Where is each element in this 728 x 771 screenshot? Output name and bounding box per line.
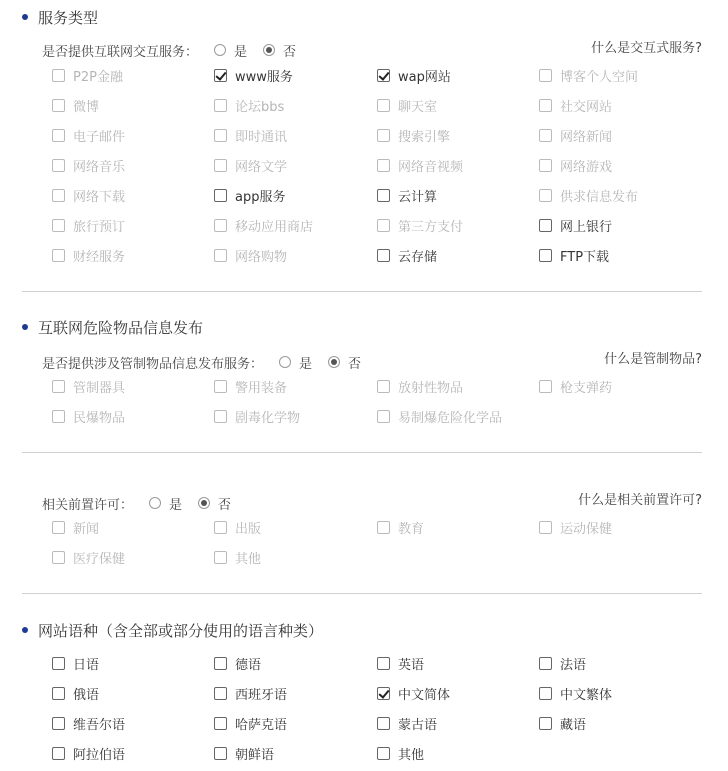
radio-label: 否 (283, 44, 297, 60)
checkbox-label: 英语 (398, 657, 425, 673)
checkbox-icon (52, 129, 65, 142)
checkbox-item[interactable] (539, 185, 638, 205)
radio-label: 是 (234, 44, 248, 60)
radio-yes[interactable] (149, 494, 182, 513)
interactive-service-question (42, 40, 296, 60)
checkbox-item[interactable] (377, 185, 437, 205)
checkbox-icon (377, 249, 390, 262)
checkbox-item[interactable] (377, 406, 502, 426)
checkbox-label: 藏语 (560, 717, 587, 733)
bullet-icon (22, 324, 28, 330)
checkbox-icon (539, 380, 552, 393)
checkbox-icon (52, 69, 65, 82)
checkbox-label: 中文繁体 (560, 687, 613, 703)
checkbox-item[interactable] (539, 245, 609, 265)
checkbox-item[interactable] (52, 406, 125, 426)
checkbox-label: 放射性物品 (398, 380, 464, 396)
checkbox-icon (52, 249, 65, 262)
checkbox-label: 网络购物 (235, 249, 288, 265)
checkbox-item[interactable] (539, 95, 612, 115)
checkbox-label: 朝鲜语 (235, 747, 275, 763)
checkbox-icon (539, 521, 552, 534)
checkbox-item[interactable] (377, 713, 437, 733)
checkbox-icon (377, 219, 390, 232)
checkbox-label: 其他 (235, 551, 262, 567)
checkbox-label: 民爆物品 (73, 410, 126, 426)
checkbox-label: 财经服务 (73, 249, 126, 265)
checkbox-label: wap网站 (398, 69, 451, 85)
prior-license-question (42, 493, 231, 513)
checkbox-icon (52, 717, 65, 730)
checkbox-item[interactable] (539, 155, 612, 175)
section-title-text: 互联网危险物品信息发布 (38, 318, 204, 337)
checkbox-icon (539, 189, 552, 202)
radio-icon (149, 497, 161, 509)
checkbox-item[interactable] (52, 547, 125, 567)
checkbox-label: 网络文学 (235, 159, 288, 175)
checkbox-item[interactable] (539, 517, 612, 537)
checkbox-icon (214, 99, 227, 112)
checkbox-item[interactable] (52, 517, 99, 537)
help-link-prior-license[interactable]: 什么是相关前置许可? (578, 493, 702, 508)
checkbox-item[interactable] (52, 95, 99, 115)
checkbox-item[interactable] (52, 155, 125, 175)
checkbox-item[interactable] (52, 125, 125, 145)
checkbox-item[interactable] (539, 125, 612, 145)
checkbox-label: 云计算 (398, 189, 438, 205)
checkbox-icon (52, 99, 65, 112)
checkbox-icon (214, 521, 227, 534)
question-label: 是否提供互联网交互服务： (42, 44, 199, 60)
checkbox-icon (214, 129, 227, 142)
checkbox-item[interactable] (214, 155, 287, 175)
checkbox-icon (52, 687, 65, 700)
checkbox-item[interactable] (214, 713, 287, 733)
section-title-languages (22, 619, 323, 641)
checkbox-label: 医疗保健 (73, 551, 126, 567)
checkbox-label: 其他 (398, 747, 425, 763)
checkbox-label: 日语 (73, 657, 100, 673)
checkbox-label: 哈萨克语 (235, 717, 288, 733)
checkbox-icon (377, 747, 390, 760)
checkbox-icon (214, 747, 227, 760)
checkbox-label: 剧毒化学物 (235, 410, 301, 426)
checkbox-label: www服务 (235, 69, 293, 85)
checkbox-label: FTP下载 (560, 249, 610, 265)
checkbox-item[interactable] (52, 683, 99, 703)
checkbox-icon (52, 521, 65, 534)
checkbox-icon (214, 159, 227, 172)
checkbox-label: 新闻 (73, 521, 100, 537)
checkbox-icon (52, 551, 65, 564)
checkbox-icon (377, 159, 390, 172)
section-title-text: 服务类型 (38, 8, 99, 27)
divider (22, 593, 702, 594)
checkbox-checked-icon (214, 69, 227, 82)
checkbox-label: 阿拉伯语 (73, 747, 126, 763)
radio-label: 是 (299, 356, 313, 372)
checkbox-label: 网络音视频 (398, 159, 464, 175)
checkbox-item[interactable] (539, 215, 612, 235)
checkbox-item[interactable] (214, 406, 300, 426)
checkbox-item[interactable] (377, 215, 463, 235)
checkbox-label: 第三方支付 (398, 219, 464, 235)
checkbox-icon (377, 657, 390, 670)
question-label: 是否提供涉及管制物品信息发布服务： (42, 356, 264, 372)
checkbox-label: 网上银行 (560, 219, 613, 235)
checkbox-icon (52, 410, 65, 423)
checkbox-icon (214, 410, 227, 423)
checkbox-item[interactable] (52, 185, 125, 205)
checkbox-label: 供求信息发布 (560, 189, 639, 205)
checkbox-label: 出版 (235, 521, 262, 537)
checkbox-item[interactable] (539, 713, 586, 733)
checkbox-icon (377, 380, 390, 393)
checkbox-item[interactable] (539, 376, 612, 396)
checkbox-label: 网络音乐 (73, 159, 126, 175)
checkbox-item[interactable] (377, 155, 463, 175)
checkbox-icon (52, 657, 65, 670)
checkbox-item[interactable] (52, 376, 125, 396)
checkbox-label: 即时通讯 (235, 129, 288, 145)
checkbox-item[interactable] (214, 245, 287, 265)
divider (22, 291, 702, 292)
checkbox-label: 云存储 (398, 249, 438, 265)
section-title-service-type (22, 6, 98, 28)
checkbox-label: P2P金融 (73, 69, 123, 85)
checkbox-item[interactable] (377, 517, 424, 537)
checkbox-icon (214, 219, 227, 232)
help-link-interactive[interactable]: 什么是交互式服务? (591, 41, 702, 56)
radio-icon (279, 356, 291, 368)
checkbox-icon (214, 687, 227, 700)
checkbox-label: 旅行预订 (73, 219, 126, 235)
checkbox-label: 易制爆危险化学品 (398, 410, 503, 426)
radio-selected-icon (263, 44, 275, 56)
checkbox-item[interactable] (214, 185, 285, 205)
checkbox-label: 聊天室 (398, 99, 438, 115)
radio-label: 否 (218, 497, 232, 513)
section-title-text: 网站语种（含全部或部分使用的语言种类） (38, 621, 324, 640)
checkbox-item[interactable] (52, 215, 125, 235)
checkbox-label: app服务 (235, 189, 286, 205)
checkbox-item[interactable] (377, 376, 463, 396)
checkbox-label: 西班牙语 (235, 687, 288, 703)
checkbox-label: 移动应用商店 (235, 219, 314, 235)
controlled-goods-question (42, 352, 361, 372)
radio-label: 否 (348, 356, 362, 372)
radio-yes[interactable] (214, 41, 247, 60)
checkbox-icon (539, 657, 552, 670)
checkbox-label: 枪支弹药 (560, 380, 613, 396)
radio-no[interactable] (263, 41, 296, 60)
checkbox-item[interactable] (377, 125, 450, 145)
checkbox-item[interactable] (214, 683, 287, 703)
radio-no[interactable] (328, 353, 361, 372)
help-link-controlled-goods[interactable]: 什么是管制物品? (604, 352, 702, 367)
checkbox-item[interactable] (214, 517, 261, 537)
checkbox-item[interactable] (214, 215, 313, 235)
checkbox-icon (52, 159, 65, 172)
checkbox-icon (539, 219, 552, 232)
checkbox-item[interactable] (214, 65, 293, 85)
checkbox-item[interactable] (214, 547, 261, 567)
radio-no[interactable] (198, 494, 231, 513)
checkbox-icon (214, 657, 227, 670)
checkbox-item[interactable] (539, 683, 612, 703)
checkbox-icon (377, 410, 390, 423)
checkbox-label: 搜索引擎 (398, 129, 451, 145)
checkbox-label: 电子邮件 (73, 129, 126, 145)
divider (22, 452, 702, 453)
checkbox-icon (52, 747, 65, 760)
checkbox-icon (52, 189, 65, 202)
checkbox-icon (52, 219, 65, 232)
checkbox-icon (214, 249, 227, 262)
checkbox-icon (377, 99, 390, 112)
bullet-icon (22, 14, 28, 20)
checkbox-label: 博客个人空间 (560, 69, 639, 85)
checkbox-item[interactable] (52, 743, 125, 763)
checkbox-icon (214, 380, 227, 393)
radio-label: 是 (169, 497, 183, 513)
checkbox-item[interactable] (214, 95, 284, 115)
checkbox-icon (539, 249, 552, 262)
checkbox-icon (214, 189, 227, 202)
checkbox-icon (539, 99, 552, 112)
checkbox-label: 维吾尔语 (73, 717, 126, 733)
checkbox-label: 网络下载 (73, 189, 126, 205)
section-title-dangerous-goods (22, 316, 203, 338)
checkbox-label: 蒙古语 (398, 717, 438, 733)
checkbox-icon (539, 717, 552, 730)
checkbox-item[interactable] (377, 95, 437, 115)
checkbox-item[interactable] (377, 653, 424, 673)
checkbox-item[interactable] (377, 743, 424, 763)
checkbox-label: 网络新闻 (560, 129, 613, 145)
checkbox-icon (377, 521, 390, 534)
checkbox-label: 警用装备 (235, 380, 288, 396)
radio-yes[interactable] (279, 353, 312, 372)
checkbox-label: 运动保健 (560, 521, 613, 537)
checkbox-icon (539, 69, 552, 82)
bullet-icon (22, 627, 28, 633)
checkbox-icon (539, 129, 552, 142)
checkbox-item[interactable] (214, 653, 261, 673)
checkbox-icon (377, 129, 390, 142)
checkbox-item[interactable] (214, 743, 274, 763)
checkbox-label: 俄语 (73, 687, 100, 703)
checkbox-label: 社交网站 (560, 99, 613, 115)
checkbox-label: 德语 (235, 657, 262, 673)
checkbox-icon (377, 717, 390, 730)
checkbox-item[interactable] (52, 713, 125, 733)
radio-selected-icon (328, 356, 340, 368)
checkbox-checked-icon (377, 69, 390, 82)
checkbox-item[interactable] (52, 653, 99, 673)
checkbox-item[interactable] (539, 65, 638, 85)
checkbox-label: 教育 (398, 521, 425, 537)
checkbox-item[interactable] (539, 653, 586, 673)
checkbox-label: 法语 (560, 657, 587, 673)
checkbox-icon (539, 159, 552, 172)
checkbox-label: 微博 (73, 99, 100, 115)
radio-icon (214, 44, 226, 56)
checkbox-item[interactable] (214, 376, 287, 396)
checkbox-item[interactable] (377, 245, 437, 265)
checkbox-item[interactable] (52, 245, 125, 265)
checkbox-checked-icon (377, 687, 390, 700)
checkbox-item[interactable] (52, 65, 123, 85)
checkbox-label: 网络游戏 (560, 159, 613, 175)
checkbox-icon (377, 189, 390, 202)
checkbox-icon (52, 380, 65, 393)
checkbox-label: 管制器具 (73, 380, 126, 396)
checkbox-icon (539, 687, 552, 700)
checkbox-label: 中文简体 (398, 687, 451, 703)
checkbox-label: 论坛bbs (235, 99, 285, 115)
checkbox-item[interactable] (377, 65, 451, 85)
radio-selected-icon (198, 497, 210, 509)
checkbox-item[interactable] (214, 125, 287, 145)
checkbox-icon (214, 551, 227, 564)
checkbox-icon (214, 717, 227, 730)
checkbox-item[interactable] (377, 683, 450, 703)
question-label: 相关前置许可： (42, 497, 134, 513)
